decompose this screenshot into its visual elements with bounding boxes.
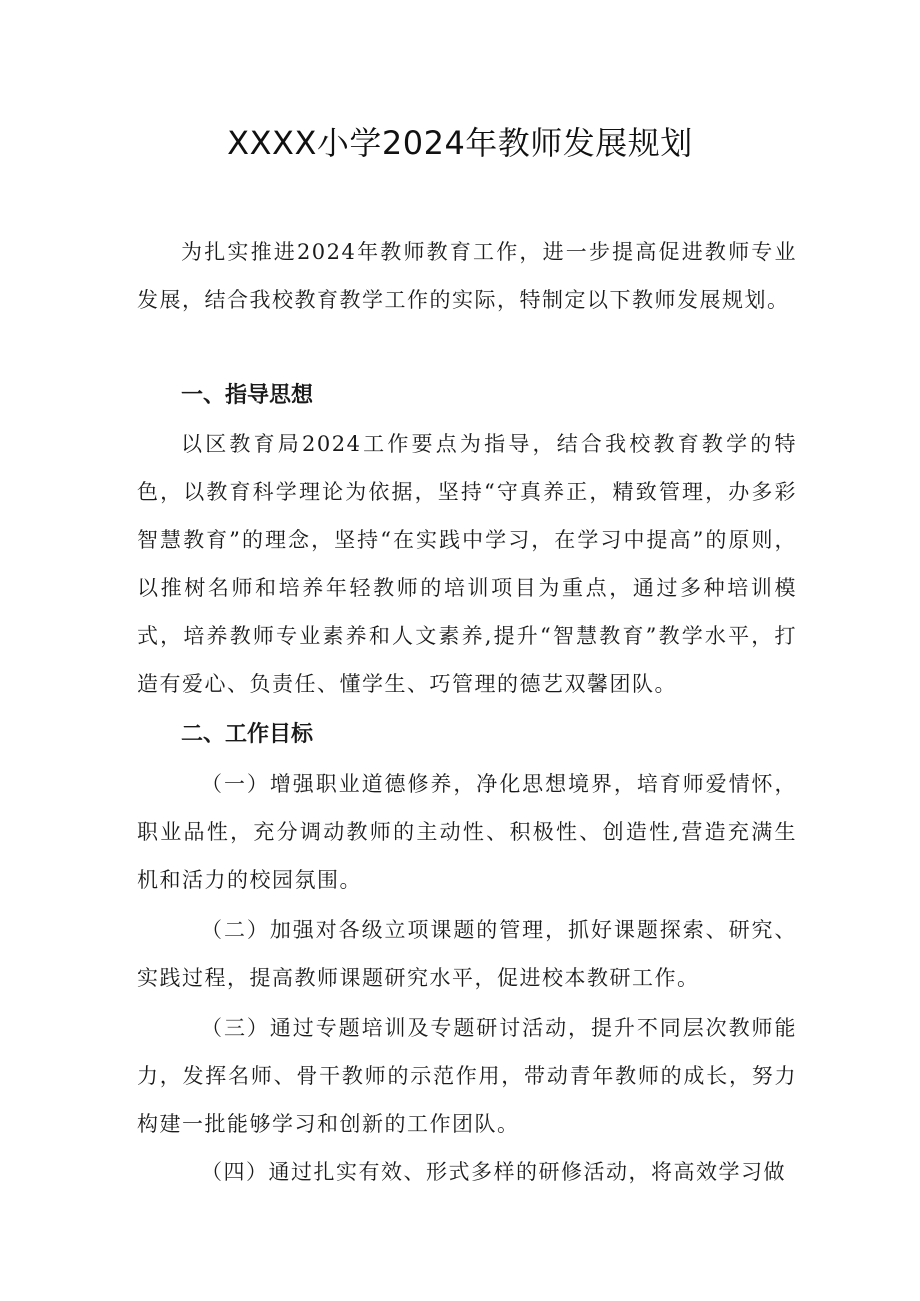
document-title: XXXX小学2024年教师发展规划 <box>227 124 693 162</box>
guiding-ideology-paragraph: 以区教育局2024工作要点为指导，结合我校教育教学的特色，以教育科学理论为依据，坚持“守真养正，精致管理，办多彩智慧教育”的理念，坚持“在实践中学习，在学习中提高”的原则，以推树名师和培养年轻教师的培训项目为重点，通过多种培训模式，培养教师专业素养和人文素养,提升“智慧教育”教学水平，打造有爱心、负责任、懂学生、巧管理的德艺双馨团队。 <box>137 432 797 696</box>
goal-item: （三）通过专题培训及专题研讨活动，提升不同层次教师能力，发挥名师、骨干教师的示范作用，带动青年教师的成长，努力构建一批能够学习和创新的工作团队。 <box>137 1016 797 1136</box>
goal-item: （二）加强对各级立项课题的管理，抓好课题探索、研究、实践过程，提高教师课题研究水平，促进校本教研工作。 <box>137 918 797 990</box>
goal-item: （一）增强职业道德修养，净化思想境界，培育师爱情怀，职业品性，充分调动教师的主动性、积极性、创造性,营造充满生机和活力的校园氛围。 <box>137 772 797 892</box>
intro-paragraph: 为扎实推进2024年教师教育工作，进一步提高促进教师专业发展，结合我校教育教学工作的实际，特制定以下教师发展规划。 <box>137 240 797 312</box>
section-heading-guiding-ideology: 一、指导思想 <box>181 383 314 408</box>
section-heading-work-goals: 二、工作目标 <box>181 722 314 747</box>
goal-item: （四）通过扎实有效、形式多样的研修活动，将高效学习做 <box>201 1160 786 1184</box>
